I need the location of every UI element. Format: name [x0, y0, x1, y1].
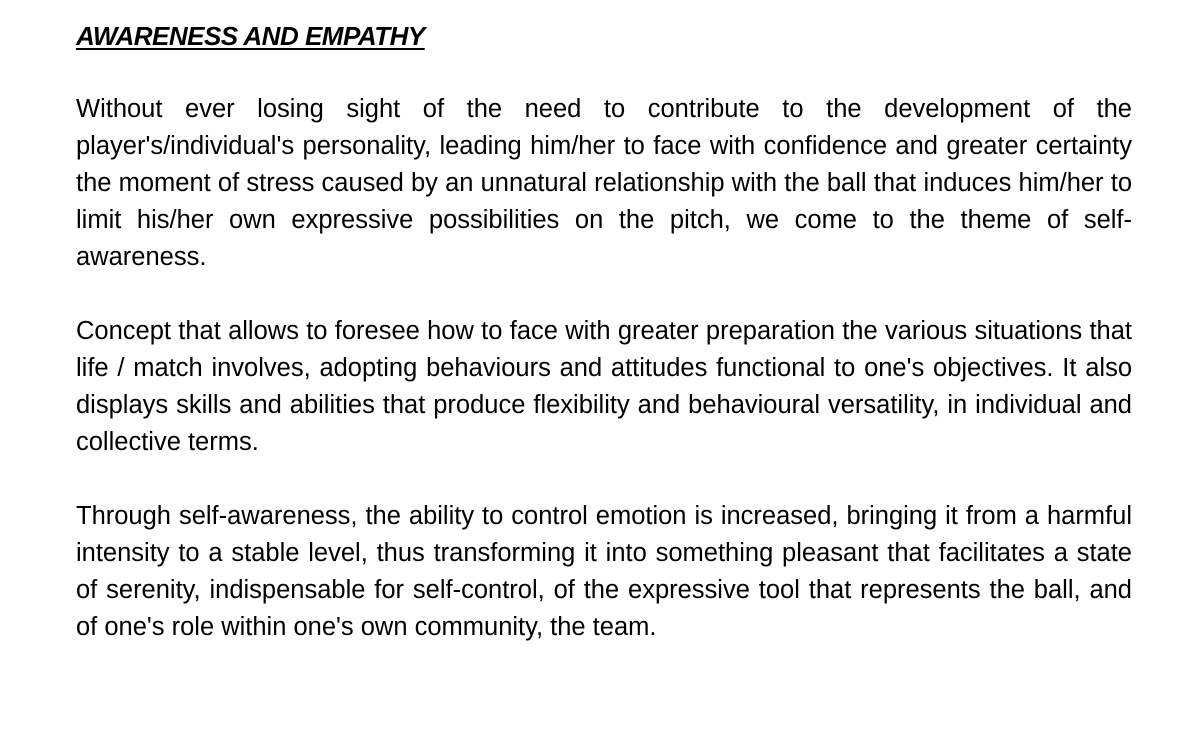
paragraph-concept: Concept that allows to foresee how to face with greater preparation the various situations that life / match involves, adopting behaviours and attitudes functional to one's objectives. It also displays skills and abilities that produce flexibility and behavioural versatility, in individual and collective terms.	[76, 317, 1132, 456]
document-page	[76, 18, 1132, 646]
paragraph-emotion-control: Through self-awareness, the ability to control emotion is increased, bringing it from a harmful intensity to a stable level, thus transforming it into something pleasant that facilitates a state of serenity, indispensable for self-control, of the expressive tool that represents the ball, and of one's role within one's own community, the team.	[76, 502, 1132, 641]
paragraph-self-awareness-intro: Without ever losing sight of the need to contribute to the development of the player's/individual's personality, leading him/her to face with confidence and greater certainty the moment of stress caused by an unnatural relationship with the ball that induces him/her to limit his/her own expressive possibilities on the pitch, we come to the theme of self-awareness.	[76, 95, 1132, 271]
section-heading: AWARENESS AND EMPATHY	[76, 21, 425, 51]
